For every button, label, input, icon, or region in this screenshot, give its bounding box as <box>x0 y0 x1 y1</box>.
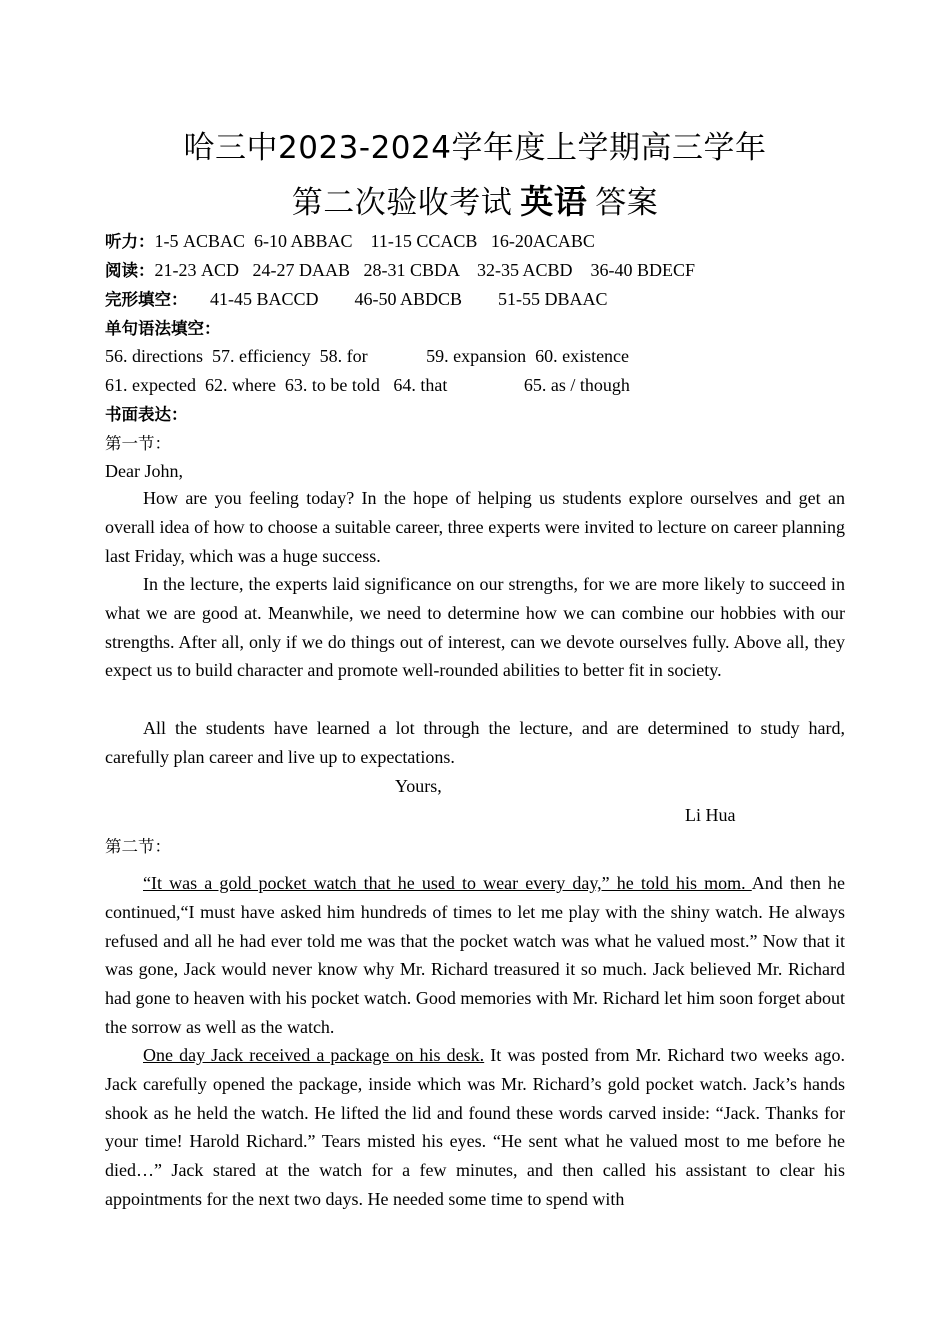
reading-text: 21-23 ACD 24-27 DAAB 28-31 CBDA 32-35 ACBD 36-40 BDECF <box>154 260 696 280</box>
section1-label-line <box>105 432 171 455</box>
grammar-row-2: 61. expected 62. where 63. to be told 64. that 65. as / though <box>105 375 630 395</box>
grammar-label: 单句语法填空： <box>105 319 221 338</box>
page-title-line1: 哈三中2023-2024学年度上学期高三学年 <box>183 130 767 166</box>
continuation-paragraph-1 <box>105 869 845 1042</box>
section2-label-line <box>105 835 171 858</box>
listening-text: 1-5 ACBAC 6-10 ABBAC 11-15 CCACB 16-20ACABC <box>154 231 595 251</box>
title-exam-name: 第二次验收考试 <box>291 185 513 221</box>
continuation-text-1: And then he continued,“I must have asked him hundreds of times to let me play with the shiny watch. He always refused and all he had ever told me was that the pocket watch was what he valued most.” Now that it was gone, Jack would never know why Mr. Richard treasured it so much. Jack believed Mr. Richard had gone to heaven with his pocket watch. Good memories with Mr. Richard let him soon forget about the sorrow as well as the watch. <box>105 873 845 1037</box>
letter-closing: Yours, <box>395 776 442 796</box>
cloze-label: 完形填空： <box>105 290 188 309</box>
writing-label: 书面表达： <box>105 405 188 424</box>
title-subject: 英语 <box>520 182 588 221</box>
grammar-label-line <box>105 317 221 340</box>
reading-answers <box>105 259 695 282</box>
cloze-answers <box>105 288 608 311</box>
continuation-text-2: It was posted from Mr. Richard two weeks ago. Jack carefully opened the package, inside which was Mr. Richard’s gold pocket watch. Jack’s hands shook as he held the watch. He lifted the lid and found these words carved inside: “Jack. Thanks for your time! Harold Richard.” Tears misted his eyes. “He sent what he valued most to me before he died…” Jack stared at the watch for a few minutes, and then called his assistant to clear his appointments for the next two days. He needed some time to spend with <box>105 1045 846 1209</box>
given-opening-sentence-1: “It was a gold pocket watch that he used to wear every day,” he told his mom. <box>143 873 752 893</box>
letter-paragraph-2: In the lecture, the experts laid significance on our strengths, for we are more likely to succeed in what we are good at. Meanwhile, we need to determine how we can combine our hobbies with our strengths. After all, only if we do things out of interest, can we devote ourselves fully. Above all, they expect us to build character and promote well-rounded abilities to better fit in society. <box>105 574 845 681</box>
reading-label: 阅读： <box>105 261 155 280</box>
listening-label: 听力： <box>105 232 155 251</box>
title-answer-word: 答案 <box>595 185 659 221</box>
writing-label-line <box>105 403 188 426</box>
letter-greeting: Dear John, <box>105 461 183 481</box>
listening-answers <box>105 230 595 253</box>
letter-signature: Li Hua <box>685 805 736 825</box>
section2-label: 第二节： <box>105 837 171 856</box>
section1-label: 第一节： <box>105 434 171 453</box>
page-title-line2 <box>0 176 950 223</box>
letter-paragraph-3: All the students have learned a lot through the lecture, and are determined to study hard, carefully plan career and live up to expectations. <box>105 718 845 767</box>
continuation-paragraph-2 <box>105 1041 845 1214</box>
grammar-row-1: 56. directions 57. efficiency 58. for 59. expansion 60. existence <box>105 346 630 366</box>
cloze-text: 41-45 BACCD 46-50 ABDCB 51-55 DBAAC <box>187 289 608 309</box>
letter-paragraph-1: How are you feeling today? In the hope of helping us students explore ourselves and get an overall idea of how to choose a suitable career, three experts were invited to lecture on career planning last Friday, which was a huge success. <box>105 488 845 566</box>
given-opening-sentence-2: One day Jack received a package on his desk. <box>143 1045 485 1065</box>
